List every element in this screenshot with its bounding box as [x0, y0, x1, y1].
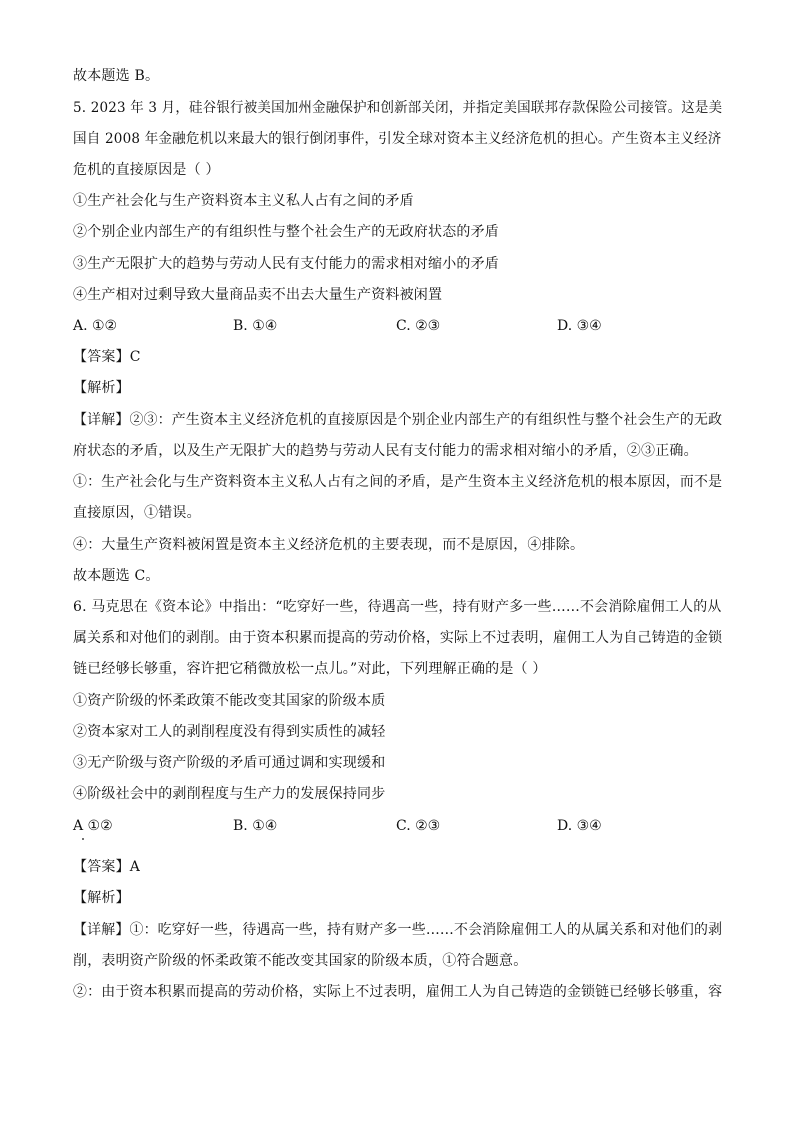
q5-detail-3: ①：生产社会化与生产资料资本主义私人占有之间的矛盾，是产生资本主义经济危机的根本原因，而不是 [73, 474, 723, 490]
q6-item-3: ③无产阶级与资产阶级的矛盾可通过调和实现缓和 [73, 755, 386, 771]
q5-option-b: B. ①④ [233, 318, 278, 334]
q5-answer: 【答案】C [73, 349, 141, 365]
q6-stem-3: 链已经够长够重，容许把它稍微放松一点儿。”对此，下列理解正确的是（ ） [73, 661, 547, 677]
q6-stem-2: 属关系和对他们的剥削。由于资本积累而提高的劳动价格，实际上不过表明，雇佣工人为自己铸造的金锁 [73, 630, 723, 646]
q5-detail-4: 直接原因，①错误。 [73, 505, 201, 521]
q5-option-a: A. ①② [73, 318, 118, 334]
q6-option-c: C. ②③ [396, 818, 441, 834]
q5-item-3: ③生产无限扩大的趋势与劳动人民有支付能力的需求相对缩小的矛盾 [73, 256, 499, 272]
q5-detail-5: ④：大量生产资料被闲置是资本主义经济危机的主要表现，而不是原因，④排除。 [73, 537, 585, 553]
q6-item-1: ①资产阶级的怀柔政策不能改变其国家的阶级本质 [73, 693, 386, 709]
q5-conclusion: 故本题选 C。 [73, 568, 160, 584]
q6-item-2: ②资本家对工人的剥削程度没有得到实质性的减轻 [73, 724, 386, 740]
line-1: 故本题选 B。 [73, 68, 160, 84]
q5-item-1: ①生产社会化与生产资料资本主义私人占有之间的矛盾 [73, 193, 414, 209]
q6-option-b: B. ①④ [233, 818, 278, 834]
stray-dot [82, 838, 84, 840]
q6-analysis-heading: 【解析】 [73, 890, 130, 906]
q6-detail-1: 【详解】①：吃穿好一些，待遇高一些，持有财产多一些……不会消除雇佣工人的从属关系和对他们的剥 [73, 922, 723, 938]
q5-detail-2: 府状态的矛盾，以及生产无限扩大的趋势与劳动人民有支付能力的需求相对缩小的矛盾，②③正确。 [73, 443, 698, 459]
q6-detail-3: ②：由于资本积累而提高的劳动价格，实际上不过表明，雇佣工人为自己铸造的金锁链已经够长够重，容 [73, 984, 723, 1000]
q5-stem-1: 5. 2023 年 3 月，硅谷银行被美国加州金融保护和创新部关闭，并指定美国联邦存款保险公司接管。这是美 [73, 100, 723, 116]
q6-detail-2: 削，表明资产阶级的怀柔政策不能改变其国家的阶级本质，①符合题意。 [73, 953, 528, 969]
q6-answer: 【答案】A [73, 859, 141, 875]
q5-item-2: ②个别企业内部生产的有组织性与整个社会生产的无政府状态的矛盾 [73, 224, 499, 240]
q6-option-a: A ①② [73, 818, 113, 834]
q5-option-d: D. ③④ [557, 318, 602, 334]
q6-item-4: ④阶级社会中的剥削程度与生产力的发展保持同步 [73, 786, 386, 802]
q5-detail-1: 【详解】②③：产生资本主义经济危机的直接原因是个别企业内部生产的有组织性与整个社会生产的无政 [73, 412, 723, 428]
q5-stem-3: 危机的直接原因是（ ） [73, 162, 220, 178]
q5-stem-2: 国自 2008 年金融危机以来最大的银行倒闭事件，引发全球对资本主义经济危机的担心。产生资本主义经济 [73, 131, 722, 147]
q6-stem-1: 6. 马克思在《资本论》中指出：“吃穿好一些，待遇高一些，持有财产多一些……不会消除雇佣工人的从 [73, 599, 722, 615]
q5-analysis-heading: 【解析】 [73, 380, 130, 396]
q5-option-c: C. ②③ [396, 318, 441, 334]
q6-option-d: D. ③④ [557, 818, 602, 834]
q5-item-4: ④生产相对过剩导致大量商品卖不出去大量生产资料被闲置 [73, 287, 443, 303]
